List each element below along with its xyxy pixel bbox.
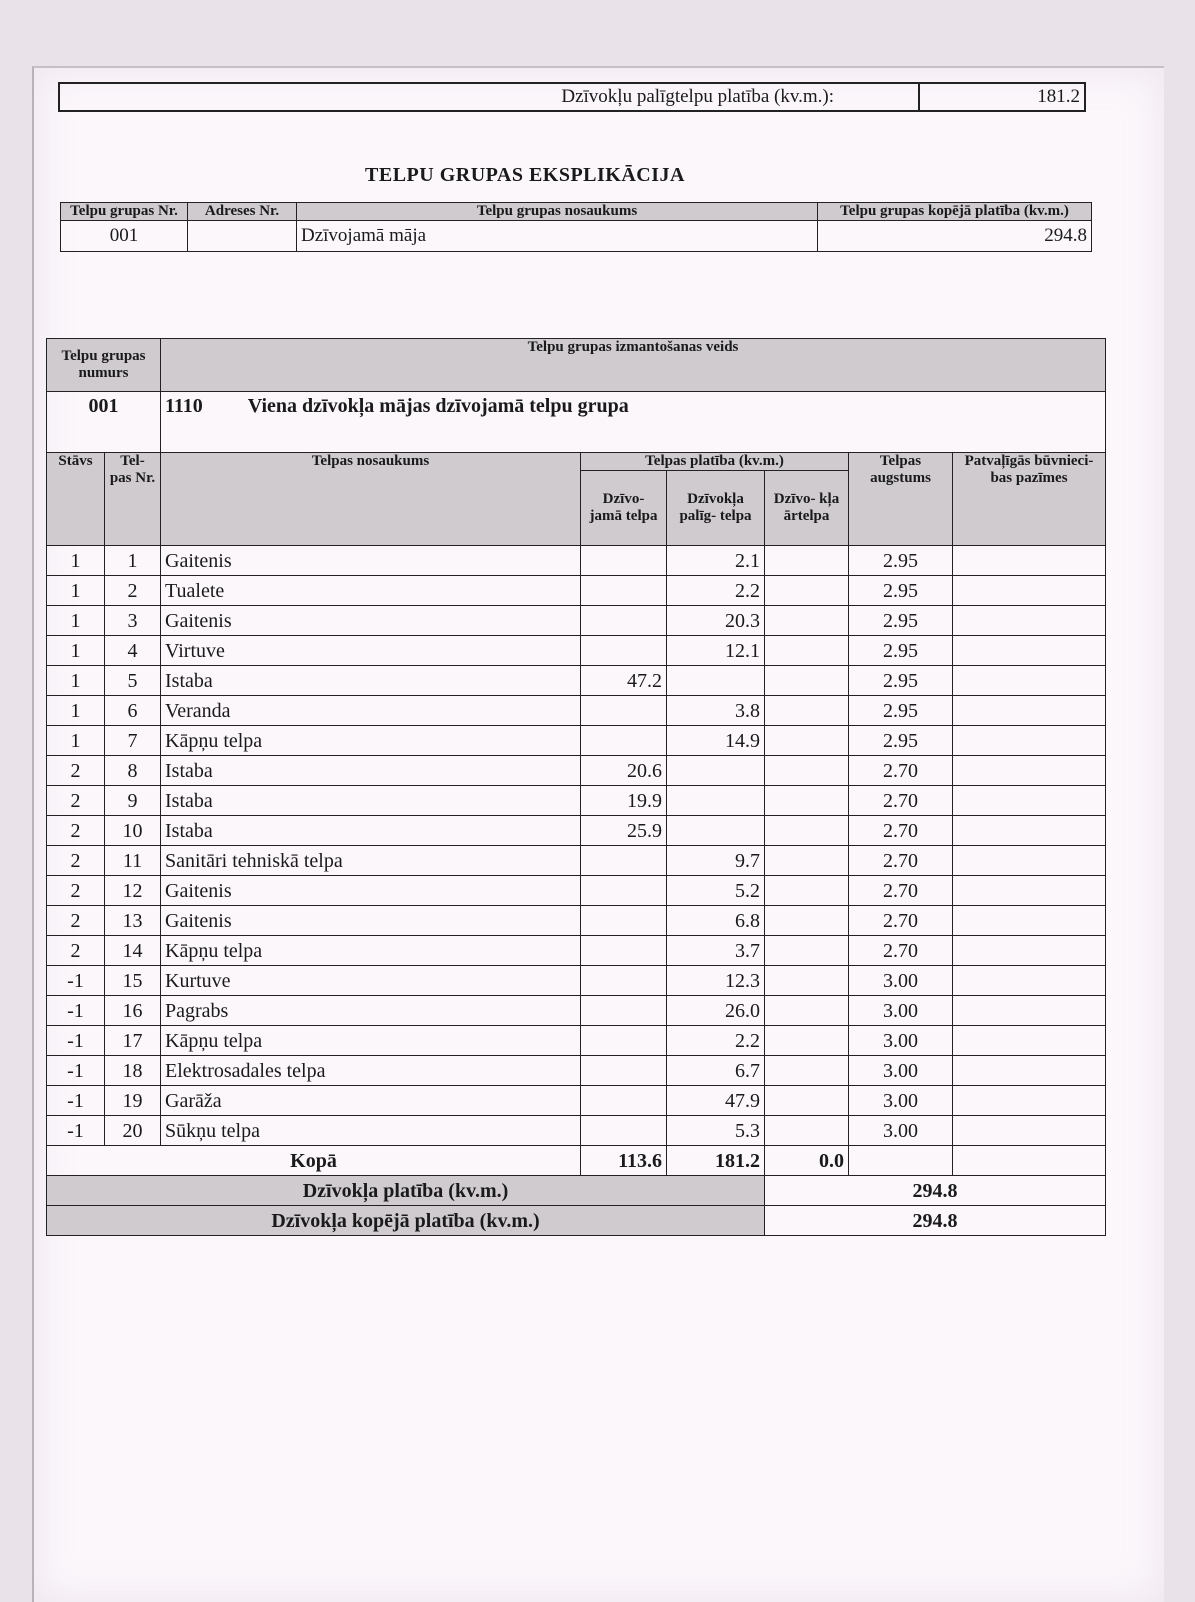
usage-code: 1110	[165, 395, 203, 417]
table-row	[47, 606, 1106, 636]
room-auxiliary-area	[667, 756, 765, 786]
room-number: 6	[105, 696, 161, 726]
room-living-area	[581, 726, 667, 756]
usage-type: Viena dzīvokļa mājas dzīvojamā telpu grupa	[247, 395, 629, 417]
room-auxiliary-area: 3.7	[667, 936, 765, 966]
room-unauthorized	[953, 816, 1106, 846]
room-number: 9	[105, 786, 161, 816]
room-auxiliary-area: 6.7	[667, 1056, 765, 1086]
apartment-total-area-value: 294.8	[765, 1206, 1106, 1236]
room-external-area	[765, 1026, 849, 1056]
group-area: 294.8	[818, 221, 1092, 252]
room-auxiliary-area: 2.1	[667, 546, 765, 576]
room-name: Garāža	[161, 1086, 581, 1116]
room-auxiliary-area	[667, 666, 765, 696]
room-external-area	[765, 996, 849, 1026]
room-explication-table	[46, 338, 1106, 1236]
table-row	[47, 906, 1106, 936]
totals-external: 0.0	[765, 1146, 849, 1176]
room-name: Sanitāri tehniskā telpa	[161, 846, 581, 876]
table-row	[47, 876, 1106, 906]
room-number: 1	[105, 546, 161, 576]
room-height: 2.70	[849, 756, 953, 786]
room-unauthorized	[953, 966, 1106, 996]
totals-empty-cell	[953, 1146, 1106, 1176]
room-floor: 2	[47, 906, 105, 936]
room-height: 2.95	[849, 636, 953, 666]
room-number: 5	[105, 666, 161, 696]
apartment-area-value: 294.8	[765, 1176, 1106, 1206]
room-living-area	[581, 1026, 667, 1056]
header-living-area: Dzīvo- jamā telpa	[581, 471, 667, 546]
room-living-area: 19.9	[581, 786, 667, 816]
room-name: Gaitenis	[161, 606, 581, 636]
room-external-area	[765, 1116, 849, 1146]
room-height: 2.70	[849, 906, 953, 936]
room-external-area	[765, 1086, 849, 1116]
room-name: Kurtuve	[161, 966, 581, 996]
header-unauthorized: Patvaļīgās būvnieci- bas pazīmes	[953, 453, 1106, 546]
room-unauthorized	[953, 546, 1106, 576]
totals-empty-cell	[849, 1146, 953, 1176]
table-row	[47, 696, 1106, 726]
header-external-area: Dzīvo- kļa ārtelpa	[765, 471, 849, 546]
group-nr: 001	[61, 221, 188, 252]
room-height: 3.00	[849, 996, 953, 1026]
summary-value: 181.2	[919, 83, 1085, 111]
header-address-nr: Adreses Nr.	[188, 203, 297, 221]
room-name: Pagrabs	[161, 996, 581, 1026]
room-floor: 1	[47, 576, 105, 606]
room-name: Istaba	[161, 666, 581, 696]
room-floor: 1	[47, 606, 105, 636]
room-external-area	[765, 846, 849, 876]
room-unauthorized	[953, 906, 1106, 936]
totals-living: 113.6	[581, 1146, 667, 1176]
room-number: 16	[105, 996, 161, 1026]
room-external-area	[765, 876, 849, 906]
room-height: 3.00	[849, 1086, 953, 1116]
room-height: 2.70	[849, 936, 953, 966]
room-unauthorized	[953, 1116, 1106, 1146]
room-auxiliary-area: 2.2	[667, 576, 765, 606]
room-external-area	[765, 576, 849, 606]
totals-auxiliary: 181.2	[667, 1146, 765, 1176]
room-living-area	[581, 846, 667, 876]
room-external-area	[765, 816, 849, 846]
room-floor: -1	[47, 1116, 105, 1146]
room-name: Istaba	[161, 786, 581, 816]
room-unauthorized	[953, 1056, 1106, 1086]
room-living-area	[581, 966, 667, 996]
room-auxiliary-area: 12.1	[667, 636, 765, 666]
header-usage-nr: Telpu grupas numurs	[47, 339, 161, 392]
room-height: 3.00	[849, 1056, 953, 1086]
room-height: 2.95	[849, 666, 953, 696]
room-floor: 2	[47, 876, 105, 906]
room-living-area	[581, 906, 667, 936]
room-number: 20	[105, 1116, 161, 1146]
table-row	[47, 996, 1106, 1026]
room-living-area	[581, 1086, 667, 1116]
room-auxiliary-area	[667, 816, 765, 846]
room-height: 3.00	[849, 1116, 953, 1146]
table-row	[47, 546, 1106, 576]
room-unauthorized	[953, 636, 1106, 666]
room-external-area	[765, 1056, 849, 1086]
room-number: 3	[105, 606, 161, 636]
header-auxiliary-area: Dzīvokļa palīg- telpa	[667, 471, 765, 546]
room-name: Veranda	[161, 696, 581, 726]
room-living-area	[581, 936, 667, 966]
room-unauthorized	[953, 606, 1106, 636]
room-height: 2.95	[849, 576, 953, 606]
room-floor: 2	[47, 936, 105, 966]
room-auxiliary-area: 26.0	[667, 996, 765, 1026]
room-unauthorized	[953, 996, 1106, 1026]
room-floor: 1	[47, 696, 105, 726]
table-row	[47, 816, 1106, 846]
room-auxiliary-area: 20.3	[667, 606, 765, 636]
room-living-area	[581, 876, 667, 906]
room-auxiliary-area	[667, 786, 765, 816]
room-external-area	[765, 606, 849, 636]
room-auxiliary-area: 2.2	[667, 1026, 765, 1056]
room-name: Sūkņu telpa	[161, 1116, 581, 1146]
room-number: 13	[105, 906, 161, 936]
room-height: 2.70	[849, 846, 953, 876]
room-name: Gaitenis	[161, 876, 581, 906]
room-floor: 1	[47, 636, 105, 666]
room-external-area	[765, 966, 849, 996]
room-floor: -1	[47, 1026, 105, 1056]
room-number: 4	[105, 636, 161, 666]
room-floor: 2	[47, 756, 105, 786]
table-row	[47, 726, 1106, 756]
room-unauthorized	[953, 1086, 1106, 1116]
room-height: 2.95	[849, 726, 953, 756]
room-unauthorized	[953, 876, 1106, 906]
room-name: Istaba	[161, 756, 581, 786]
room-floor: -1	[47, 1086, 105, 1116]
apartment-area-label: Dzīvokļa platība (kv.m.)	[47, 1176, 765, 1206]
room-height: 2.95	[849, 696, 953, 726]
room-number: 14	[105, 936, 161, 966]
room-name: Istaba	[161, 816, 581, 846]
room-floor: -1	[47, 1056, 105, 1086]
room-unauthorized	[953, 666, 1106, 696]
room-living-area	[581, 1116, 667, 1146]
table-row	[47, 1056, 1106, 1086]
room-height: 2.95	[849, 546, 953, 576]
room-living-area	[581, 696, 667, 726]
room-external-area	[765, 756, 849, 786]
room-height: 3.00	[849, 1026, 953, 1056]
room-name: Gaitenis	[161, 546, 581, 576]
room-floor: -1	[47, 966, 105, 996]
room-height: 2.70	[849, 816, 953, 846]
table-row	[47, 666, 1106, 696]
room-external-area	[765, 906, 849, 936]
room-name: Kāpņu telpa	[161, 936, 581, 966]
header-group-name: Telpu grupas nosaukums	[297, 203, 818, 221]
room-living-area	[581, 576, 667, 606]
room-living-area	[581, 996, 667, 1026]
room-living-area	[581, 1056, 667, 1086]
room-auxiliary-area: 5.2	[667, 876, 765, 906]
room-unauthorized	[953, 786, 1106, 816]
table-row	[47, 576, 1106, 606]
table-row	[47, 936, 1106, 966]
room-external-area	[765, 546, 849, 576]
totals-label: Kopā	[47, 1146, 581, 1176]
room-floor: 2	[47, 786, 105, 816]
room-external-area	[765, 696, 849, 726]
room-floor: 2	[47, 846, 105, 876]
room-living-area	[581, 606, 667, 636]
header-room-nr: Tel- pas Nr.	[105, 453, 161, 546]
room-name: Elektrosadales telpa	[161, 1056, 581, 1086]
room-living-area: 25.9	[581, 816, 667, 846]
room-rows	[47, 546, 1106, 1146]
room-floor: 1	[47, 726, 105, 756]
usage-type-cell	[161, 392, 1106, 453]
room-number: 8	[105, 756, 161, 786]
header-room-name: Telpas nosaukums	[161, 453, 581, 546]
room-number: 2	[105, 576, 161, 606]
header-room-height: Telpas augstums	[849, 453, 953, 546]
room-height: 3.00	[849, 966, 953, 996]
room-name: Kāpņu telpa	[161, 1026, 581, 1056]
room-floor: 2	[47, 816, 105, 846]
table-row	[47, 636, 1106, 666]
room-unauthorized	[953, 756, 1106, 786]
room-external-area	[765, 786, 849, 816]
room-auxiliary-area: 9.7	[667, 846, 765, 876]
room-height: 2.70	[849, 786, 953, 816]
table-row	[47, 1116, 1106, 1146]
summary-label: Dzīvokļu palīgtelpu platība (kv.m.):	[59, 83, 919, 111]
room-unauthorized	[953, 936, 1106, 966]
table-row	[47, 786, 1106, 816]
room-auxiliary-area: 6.8	[667, 906, 765, 936]
table-row	[47, 756, 1106, 786]
room-auxiliary-area: 47.9	[667, 1086, 765, 1116]
room-number: 15	[105, 966, 161, 996]
room-auxiliary-area: 12.3	[667, 966, 765, 996]
table-row	[47, 1086, 1106, 1116]
room-living-area	[581, 546, 667, 576]
room-unauthorized	[953, 846, 1106, 876]
room-living-area: 20.6	[581, 756, 667, 786]
room-external-area	[765, 666, 849, 696]
header-usage-type: Telpu grupas izmantošanas veids	[161, 339, 1106, 392]
apartment-total-area-label: Dzīvokļa kopējā platība (kv.m.)	[47, 1206, 765, 1236]
room-group-table	[60, 202, 1092, 252]
room-floor: 1	[47, 666, 105, 696]
room-auxiliary-area: 3.8	[667, 696, 765, 726]
room-number: 7	[105, 726, 161, 756]
room-external-area	[765, 636, 849, 666]
usage-nr: 001	[47, 392, 161, 453]
group-address	[188, 221, 297, 252]
room-name: Gaitenis	[161, 906, 581, 936]
room-floor: -1	[47, 996, 105, 1026]
room-external-area	[765, 936, 849, 966]
header-room-area: Telpas platība (kv.m.)	[581, 453, 849, 471]
table-row	[47, 966, 1106, 996]
room-number: 11	[105, 846, 161, 876]
group-name: Dzīvojamā māja	[297, 221, 818, 252]
room-living-area	[581, 636, 667, 666]
room-auxiliary-area: 5.3	[667, 1116, 765, 1146]
header-floor: Stāvs	[47, 453, 105, 546]
header-group-nr: Telpu grupas Nr.	[61, 203, 188, 221]
room-number: 18	[105, 1056, 161, 1086]
header-group-area: Telpu grupas kopējā platība (kv.m.)	[818, 203, 1092, 221]
room-height: 2.95	[849, 606, 953, 636]
room-unauthorized	[953, 1026, 1106, 1056]
room-number: 19	[105, 1086, 161, 1116]
room-living-area: 47.2	[581, 666, 667, 696]
room-name: Tualete	[161, 576, 581, 606]
room-name: Kāpņu telpa	[161, 726, 581, 756]
room-height: 2.70	[849, 876, 953, 906]
table-row	[47, 1026, 1106, 1056]
room-number: 10	[105, 816, 161, 846]
page-title: TELPU GRUPAS EKSPLIKĀCIJA	[365, 164, 685, 186]
room-auxiliary-area: 14.9	[667, 726, 765, 756]
room-external-area	[765, 726, 849, 756]
room-floor: 1	[47, 546, 105, 576]
table-row	[47, 846, 1106, 876]
room-unauthorized	[953, 726, 1106, 756]
room-unauthorized	[953, 696, 1106, 726]
room-number: 17	[105, 1026, 161, 1056]
room-unauthorized	[953, 576, 1106, 606]
auxiliary-area-summary	[58, 82, 1086, 112]
room-name: Virtuve	[161, 636, 581, 666]
room-number: 12	[105, 876, 161, 906]
